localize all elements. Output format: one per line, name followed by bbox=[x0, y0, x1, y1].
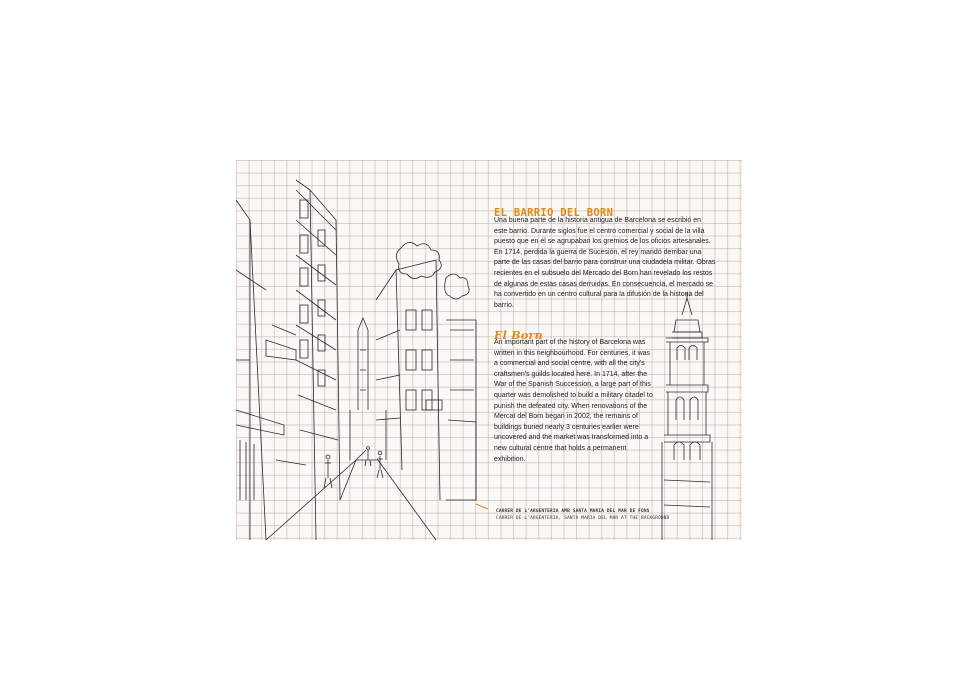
right-facade-lines bbox=[376, 260, 476, 500]
english-body-text: An important part of the history of Barcelona was written in this neighbourhood. For centuries, it was a commercial and social centre, with all the city's craftsmen's guilds located here. In 1714, after the War of the Spanish Succession, a large part of this quarter was demolished to build a military citadel to punish the defeated city. When renovations of the Mercat del Born began in 2002, the remains of buildings buried nearly 3 centuries earlier were uncovered and the market was transformed into a new cultural centre that holds a permanent exhibition. bbox=[494, 339, 653, 463]
spanish-heading: EL BARRIO DEL BORN bbox=[494, 206, 614, 219]
distant-church-tower bbox=[358, 318, 368, 410]
english-heading: El Born bbox=[494, 329, 543, 343]
caption-english: CARRER DE L'ARGENTERIA, SANTA MARIA DEL MAR AT THE BACKGROUND bbox=[496, 516, 670, 521]
trees bbox=[396, 242, 469, 299]
pointer-line bbox=[476, 504, 488, 509]
left-windows bbox=[240, 200, 325, 500]
street-perspective bbox=[266, 410, 436, 540]
caption-spanish: CARRER DE L'ARGENTERIA AMB SANTA MARIA DEL MAR DE FONS bbox=[496, 509, 650, 514]
spanish-body-text: Una buena parte de la historia antigua de Barcelona se escribió en este barrio. Durante siglos fue el centro comercial y social de la villa puesto que en él se agrupaban los gremios de los oficios artesanales. En 1714, perdida la guerra de Sucesión, el rey mandó derribar una parte de las casas del barrio para construir una ciudadela militar. Obras recientes en el subsuelo del Mercado del Born han revelado los restos de algunas de estas casas derruidas. En consecuencia, el mercado se ha convertido en un centro cultural para la difusión de la historia del barrio. bbox=[494, 217, 716, 309]
guide-page bbox=[236, 160, 742, 540]
bell-tower-santa-maria bbox=[662, 292, 712, 540]
